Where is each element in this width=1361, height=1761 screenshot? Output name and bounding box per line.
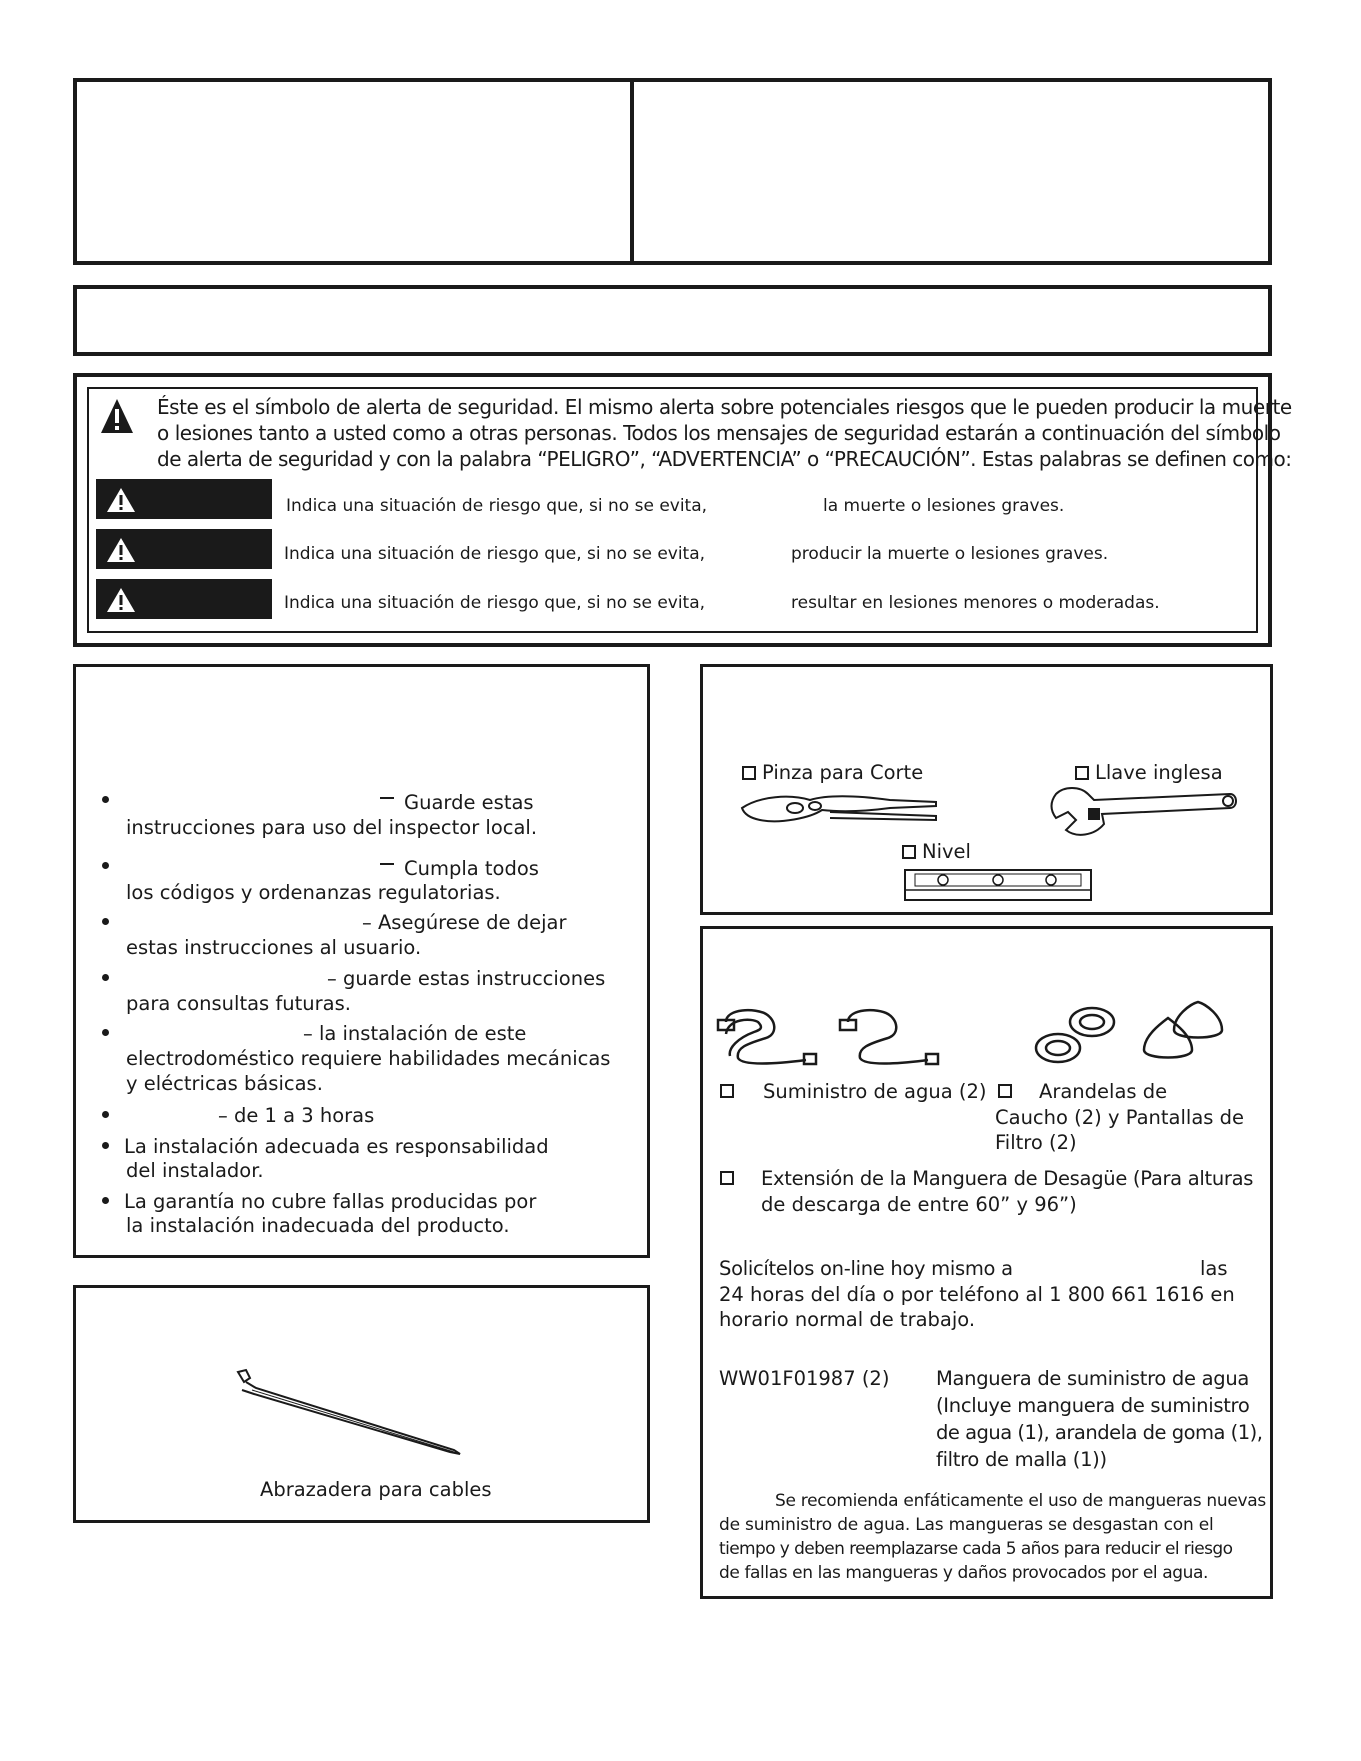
warning-icon: [106, 487, 136, 513]
level-icon: [903, 868, 1093, 902]
danger-text-a: Indica una situación de riesgo que, si no se evita,: [286, 496, 708, 516]
danger-label: [96, 479, 272, 519]
caution-text-b: resultar en lesiones menores o moderadas.: [791, 593, 1160, 613]
part-desc-4: filtro de malla (1)): [936, 1448, 1107, 1471]
washers-screens-icon: [1034, 1000, 1230, 1070]
warning-text-a: Indica una situación de riesgo que, si no se evita,: [284, 544, 706, 564]
bullet: [102, 1111, 109, 1118]
safety-intro-line-2: o lesiones tanto a usted como a otras personas. Todos los mensajes de seguridad estarán a continuación del símbolo: [157, 421, 1281, 445]
instruction-5-cont2: y eléctricas básicas.: [126, 1072, 323, 1095]
instruction-7-rest: La instalación adecuada es responsabilidad: [124, 1135, 549, 1158]
warning-icon: [106, 587, 136, 613]
title-bar: [73, 285, 1272, 356]
washers-label-1: Arandelas de: [1039, 1080, 1168, 1103]
warning-icon: [106, 537, 136, 563]
instruction-8-rest: La garantía no cubre fallas producidas por: [124, 1190, 537, 1213]
hoses-icon: [716, 1004, 962, 1068]
drain-extension-label-1: Extensión de la Manguera de Desagüe (Para alturas: [761, 1167, 1254, 1190]
washers-checkbox[interactable]: [998, 1084, 1012, 1098]
instruction-4-cont: para consultas futuras.: [126, 992, 351, 1015]
pliers-label: Pinza para Corte: [762, 761, 924, 784]
bullet: [102, 796, 109, 803]
warning-label: [96, 529, 272, 569]
order-text-3: horario normal de trabajo.: [719, 1308, 976, 1331]
tool-wrench: [1075, 760, 1223, 785]
water-supply-checkbox[interactable]: [720, 1084, 734, 1098]
bullet: [102, 974, 109, 981]
bullet: [102, 1029, 109, 1036]
order-text-2: 24 horas del día o por teléfono al 1 800 661 1616 en: [719, 1283, 1235, 1306]
part-desc-2: (Incluye manguera de suministro: [936, 1394, 1250, 1417]
caution-label: [96, 579, 272, 619]
note-line-3: tiempo y deben reemplazarse cada 5 años para reducir el riesgo: [719, 1539, 1233, 1559]
instruction-2-rest: Cumpla todos: [404, 857, 539, 880]
dash: [380, 863, 394, 865]
cable-tie-icon: [234, 1368, 464, 1456]
instruction-6-rest: – de 1 a 3 horas: [218, 1104, 375, 1127]
instruction-5-cont: electrodoméstico requiere habilidades mecánicas: [126, 1047, 611, 1070]
header-box-left: [73, 78, 634, 265]
water-supply-label: Suministro de agua (2): [763, 1080, 987, 1103]
instruction-1-rest: Guarde estas: [404, 791, 534, 814]
caution-text-a: Indica una situación de riesgo que, si no se evita,: [284, 593, 706, 613]
part-desc-1: Manguera de suministro de agua: [936, 1367, 1250, 1390]
part-desc-3: de agua (1), arandela de goma (1),: [936, 1421, 1263, 1444]
washers-label-2: Caucho (2) y Pantallas de: [995, 1106, 1244, 1129]
cable-tie-label: Abrazadera para cables: [260, 1478, 492, 1501]
order-text-1a: Solicítelos on-line hoy mismo a: [719, 1257, 1013, 1280]
dash: [380, 797, 394, 799]
header-box-right: [630, 78, 1272, 265]
instruction-2-cont: los códigos y ordenanzas regulatorias.: [126, 881, 501, 904]
part-number: WW01F01987 (2): [719, 1367, 890, 1390]
instruction-3-cont: estas instrucciones al usuario.: [126, 936, 422, 959]
tool-level: [902, 839, 971, 864]
safety-alert-icon: [100, 398, 134, 434]
note-line-4: de fallas en las mangueras y daños provocados por el agua.: [719, 1563, 1209, 1583]
bullet: [102, 1197, 109, 1204]
instruction-3-rest: – Asegúrese de dejar: [362, 911, 567, 934]
level-label: Nivel: [922, 840, 971, 863]
level-checkbox[interactable]: [902, 845, 916, 859]
washers-label-3: Filtro (2): [995, 1131, 1077, 1154]
tool-pliers: [742, 760, 923, 785]
instruction-1-cont: instrucciones para uso del inspector local.: [126, 816, 538, 839]
instruction-7-cont: del instalador.: [126, 1159, 264, 1182]
warning-text-b: producir la muerte o lesiones graves.: [791, 544, 1109, 564]
order-text-1b: las: [1200, 1257, 1228, 1280]
drain-extension-label-2: de descarga de entre 60” y 96”): [761, 1193, 1077, 1216]
wrench-label: Llave inglesa: [1095, 761, 1223, 784]
instruction-4-rest: – guarde estas instrucciones: [327, 967, 606, 990]
wrench-icon: [1050, 784, 1240, 840]
pliers-checkbox[interactable]: [742, 766, 756, 780]
note-line-2: de suministro de agua. Las mangueras se desgastan con el: [719, 1515, 1214, 1535]
wrench-checkbox[interactable]: [1075, 766, 1089, 780]
danger-text-b: la muerte o lesiones graves.: [823, 496, 1065, 516]
safety-intro-line-3: de alerta de seguridad y con la palabra “PELIGRO”, “ADVERTENCIA” o “PRECAUCIÓN”. Estas palabras se definen como:: [157, 447, 1292, 471]
pliers-icon: [740, 790, 940, 826]
note-line-1: Se recomienda enfáticamente el uso de mangueras nuevas: [775, 1491, 1266, 1511]
instruction-8-cont: la instalación inadecuada del producto.: [126, 1214, 510, 1237]
safety-intro-line-1: Éste es el símbolo de alerta de seguridad. El mismo alerta sobre potenciales riesgos que le pueden producir la muerte: [157, 395, 1292, 419]
bullet: [102, 1142, 109, 1149]
drain-extension-checkbox[interactable]: [720, 1171, 734, 1185]
bullet: [102, 918, 109, 925]
bullet: [102, 862, 109, 869]
instruction-5-rest: – la instalación de este: [303, 1022, 527, 1045]
